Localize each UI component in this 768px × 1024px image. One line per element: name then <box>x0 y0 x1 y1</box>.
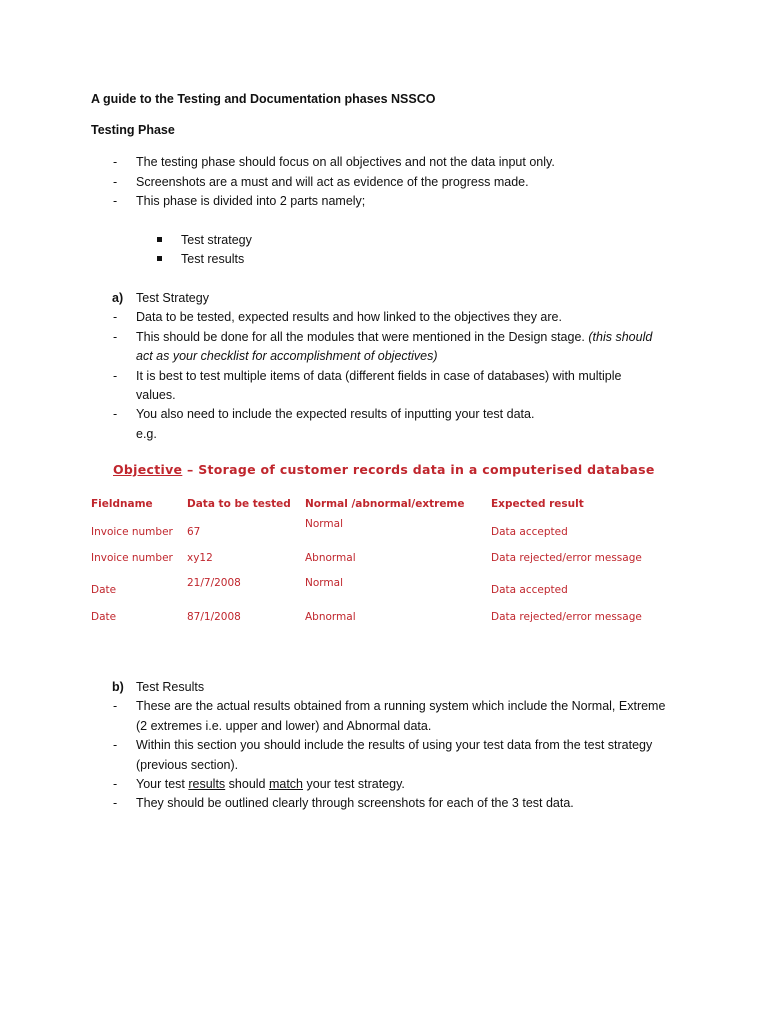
list-item-note-continued: act as your checklist for accomplishment of objectives) <box>136 349 438 363</box>
table-cell: Normal <box>305 518 343 530</box>
section-a-title: Test Strategy <box>136 291 209 305</box>
table-cell: Date <box>91 584 117 596</box>
table-cell: Data rejected/error message <box>491 611 642 623</box>
section-a-label: a) <box>112 291 124 305</box>
table-cell: Normal <box>305 577 343 589</box>
underlined-word-results: results <box>188 777 226 791</box>
table-header-type: Normal /abnormal/extreme <box>305 498 465 510</box>
dash-marker: - <box>113 407 118 421</box>
list-item <box>136 776 405 792</box>
list-item-continued: values. <box>136 388 176 402</box>
table-cell: 87/1/2008 <box>187 611 241 623</box>
section-b-label: b) <box>112 680 124 694</box>
list-item: Test results <box>181 252 245 266</box>
table-cell: 21/7/2008 <box>187 577 241 589</box>
list-item-text: your test strategy. <box>303 777 405 791</box>
dash-marker: - <box>113 175 118 189</box>
table-header-fieldname: Fieldname <box>91 498 153 510</box>
dash-marker: - <box>113 796 118 810</box>
list-item-continued: (previous section). <box>136 758 239 772</box>
section-b-title: Test Results <box>136 680 205 694</box>
dash-marker: - <box>113 699 118 713</box>
table-cell: Data accepted <box>491 526 568 538</box>
dash-marker: - <box>113 194 118 208</box>
dash-marker: - <box>113 310 118 324</box>
list-item: You also need to include the expected results of inputting your test data. <box>136 407 535 421</box>
list-item: Within this section you should include the results of using your test data from the test strategy <box>136 738 653 752</box>
underlined-word-match: match <box>268 777 304 791</box>
example-marker: e.g. <box>136 427 157 441</box>
list-item: The testing phase should focus on all objectives and not the data input only. <box>136 155 555 169</box>
list-item: It is best to test multiple items of data (different fields in case of databases) with multiple <box>136 369 622 383</box>
square-bullet-icon <box>157 256 162 261</box>
dash-marker: - <box>113 330 118 344</box>
table-cell: Abnormal <box>305 552 356 564</box>
list-item: Data to be tested, expected results and how linked to the objectives they are. <box>136 310 562 324</box>
table-cell: 67 <box>187 526 201 538</box>
objective-lead: Objective <box>113 462 183 477</box>
table-cell: Abnormal <box>305 611 356 623</box>
table-cell: Data accepted <box>491 584 568 596</box>
table-cell: Invoice number <box>91 552 173 564</box>
square-bullet-icon <box>157 237 162 242</box>
table-header-data: Data to be tested <box>187 498 291 510</box>
list-item: Screenshots are a must and will act as evidence of the progress made. <box>136 175 529 189</box>
list-item-note: (this should <box>588 330 653 344</box>
list-item-text: This should be done for all the modules that were mentioned in the Design stage. <box>136 330 585 344</box>
dash-marker: - <box>113 155 118 169</box>
testing-phase-heading: Testing Phase <box>91 123 175 137</box>
list-item-text: should <box>225 777 269 791</box>
table-cell: xy12 <box>187 552 213 564</box>
list-item-continued: (2 extremes i.e. upper and lower) and Abnormal data. <box>136 719 432 733</box>
list-item <box>136 329 652 345</box>
table-cell: Data rejected/error message <box>491 552 642 564</box>
list-item: This phase is divided into 2 parts namely; <box>136 194 366 208</box>
table-header-expected: Expected result <box>491 498 584 510</box>
document-title: A guide to the Testing and Documentation phases NSSCO <box>91 92 436 106</box>
table-cell: Invoice number <box>91 526 173 538</box>
objective-heading <box>113 461 655 479</box>
dash-marker: - <box>113 738 118 752</box>
list-item-text: Your test <box>136 777 189 791</box>
objective-text: – Storage of customer records data in a computerised database <box>182 462 655 477</box>
table-cell: Date <box>91 611 117 623</box>
dash-marker: - <box>113 369 118 383</box>
list-item: Test strategy <box>181 233 252 247</box>
list-item: These are the actual results obtained from a running system which include the Normal, Extreme <box>136 699 666 713</box>
dash-marker: - <box>113 777 118 791</box>
list-item: They should be outlined clearly through screenshots for each of the 3 test data. <box>136 796 574 810</box>
